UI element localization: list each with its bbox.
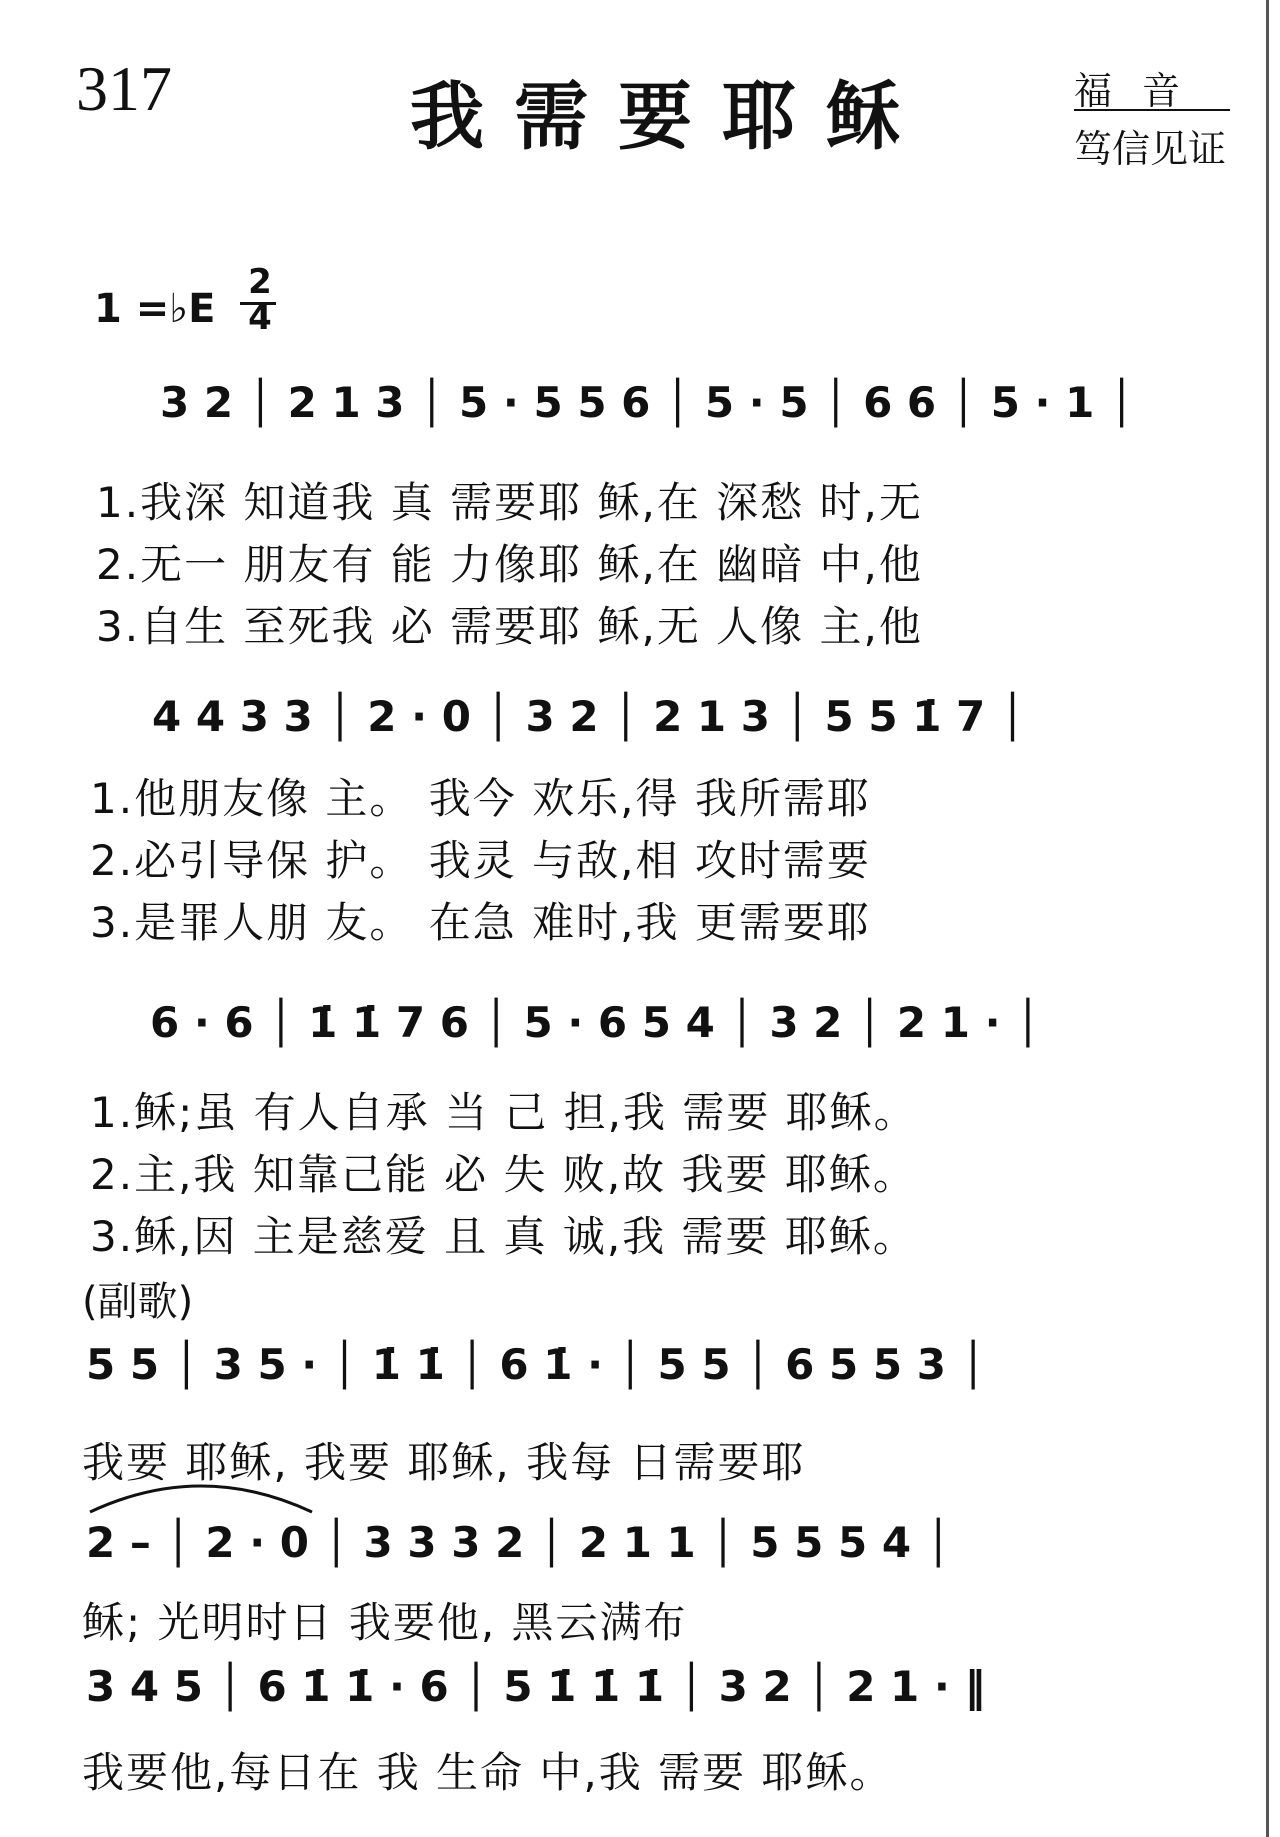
lyric-line-1-verse3: 3.自生 至死我 必 需要耶 稣,无 人像 主,他 xyxy=(96,602,923,651)
lyric-line-4: 我要 耶稣, 我要 耶稣, 我每 日需要耶 xyxy=(82,1438,806,1487)
key-signature: 1 =♭E xyxy=(94,286,216,332)
time-denominator: 4 xyxy=(248,298,272,338)
lyric-line-3-verse1: 1.稣;虽 有人自承 当 己 担,我 需要 耶稣。 xyxy=(90,1088,918,1137)
notation-line-3: 6 · 6 │ 1̇ 1̇ 7 6 │ 5 · 6 5 4 │ 3 2 │ 2 1 · │ xyxy=(150,998,1041,1047)
chorus-label: (副歌) xyxy=(82,1279,194,1325)
notation-line-1: 3 2 │ 2 1 3 │ 5 · 5 5 6 │ 5 · 5 │ 6 6 │ 5 · 1 │ xyxy=(160,378,1135,427)
time-numerator: 2 xyxy=(248,262,272,302)
notation-line-4: 5 5 │ 3 5 · │ 1̇ 1̇ │ 6 1̇ · │ 5 5 │ 6 5 5 3 │ xyxy=(86,1340,986,1389)
lyric-line-3-verse2: 2.主,我 知靠己能 必 失 败,故 我要 耶稣。 xyxy=(90,1150,917,1199)
notation-line-6: 3 4 5 │ 6 1̇ 1̇ · 6 │ 5 1̇ 1̇ 1̇ │ 3 2 │ 2 1 · ‖ xyxy=(86,1662,986,1711)
time-signature-bar xyxy=(240,302,276,305)
notation-line-5: 2 – │ 2 · 0 │ 3 3 3 2 │ 2 1 1 │ 5 5 5 4 │ xyxy=(86,1518,951,1567)
lyric-line-2-verse2: 2.必引导保 护。 我灵 与敌,相 攻时需要 xyxy=(90,836,871,885)
lyric-line-6: 我要他,每日在 我 生命 中,我 需要 耶稣。 xyxy=(82,1748,894,1797)
author-underline xyxy=(1074,109,1230,111)
hymn-number: 317 xyxy=(76,53,172,124)
hymn-title: 我需要耶稣 xyxy=(410,74,930,160)
page-edge xyxy=(1266,0,1269,1837)
lyric-line-2-verse3: 3.是罪人朋 友。 在急 难时,我 更需要耶 xyxy=(90,898,871,947)
time-signature xyxy=(240,264,280,336)
notation-line-2: 4 4 3 3 │ 2 · 0 │ 3 2 │ 2 1 3 │ 5 5 1̇ 7 │ xyxy=(152,692,1026,741)
lyric-line-1-verse2: 2.无一 朋友有 能 力像耶 稣,在 幽暗 中,他 xyxy=(96,540,923,589)
source-label: 笃信见证 xyxy=(1074,127,1227,171)
lyric-line-5: 稣; 光明时日 我要他, 黑云满布 xyxy=(82,1598,688,1647)
author-label: 福音 xyxy=(1074,69,1211,113)
lyric-line-3-verse3: 3.稣,因 主是慈爱 且 真 诚,我 需要 耶稣。 xyxy=(90,1212,917,1261)
lyric-line-1-verse1: 1.我深 知道我 真 需要耶 稣,在 深愁 时,无 xyxy=(96,478,923,527)
tie-slur xyxy=(86,1476,316,1516)
lyric-line-2-verse1: 1.他朋友像 主。 我今 欢乐,得 我所需耶 xyxy=(90,774,871,823)
